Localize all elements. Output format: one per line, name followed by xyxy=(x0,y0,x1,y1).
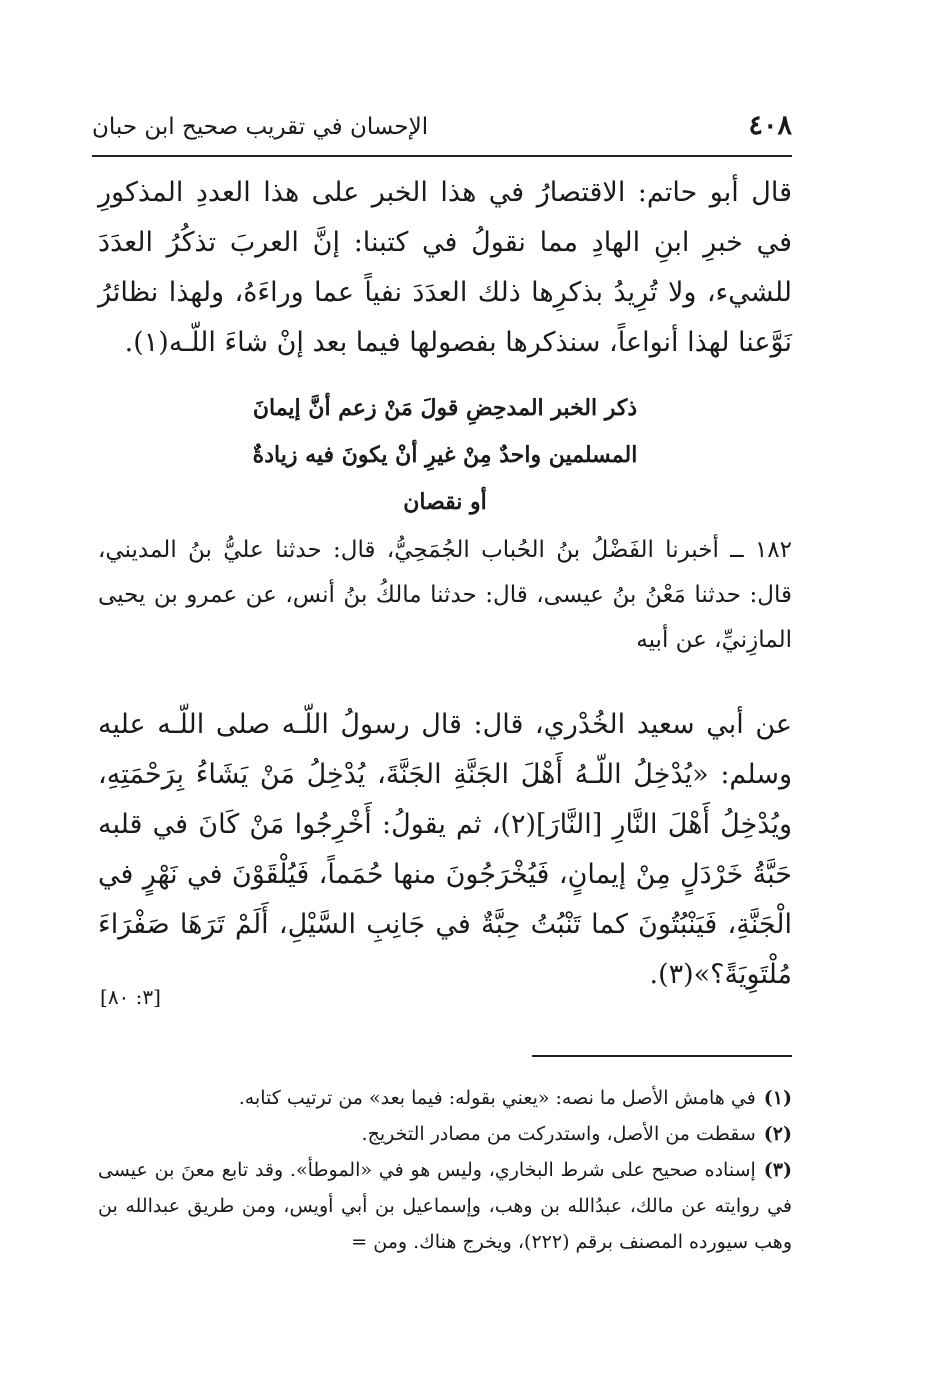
footnote-number: (٢) xyxy=(763,1123,792,1145)
running-title: الإحسان في تقريب صحيح ابن حبان xyxy=(92,114,429,140)
chapter-heading xyxy=(98,385,792,526)
paragraph-commentary: قال أبو حاتم: الاقتصارُ في هذا الخبر على هذا العددِ المذكورِ في خبرِ ابنِ الهادِ مما نقولُ في كتبنا: إنَّ العربَ تذكُرُ العدَدَ للشيء، ولا تُرِيدُ بذكرِها ذلك العدَدَ نفياً عما وراءَهُ، ولهذا نظائرُ نَوَّعنا لهذا أنواعاً، سنذكرها بفصولها فيما بعد إنْ شاءَ اللّـه(١). xyxy=(98,177,792,358)
hadith-text: عن أبي سعيد الخُدْري، قال: قال رسولُ اللّـه صلى اللّـه عليه وسلم: «يُدْخِلُ اللّـهُ أَهْلَ الجَنَّةِ الجَنَّةَ، يُدْخِلُ مَنْ يَشَاءُ بِرَحْمَتِهِ، ويُدْخِلُ أَهْلَ النَّارِ [النَّارَ](٢)، ثم يقولُ: أَخْرِجُوا مَنْ كَانَ في قلبه حَبَّةُ خَرْدَلٍ مِنْ إيمانٍ، فَيُخْرَجُونَ منها حُمَماً، فَيُلْقَوْنَ في نَهْرٍ في الْجَنَّةِ، فَيَنْبُتُونَ كما تَنْبُتُ حِبَّةٌ في جَانِبِ السَّيْلِ، أَلَمْ تَرَهَا صَفْرَاءَ مُلْتَوِيَةً؟»(٣). xyxy=(98,709,792,990)
footnote xyxy=(98,1080,792,1116)
heading-line-3: أو نقصان xyxy=(403,489,487,515)
page-number: ٤٠٨ xyxy=(748,110,792,141)
footnote-number: (١) xyxy=(763,1087,792,1109)
footnote-text: في هامش الأصل ما نصه: «يعني بقوله: فيما بعد» من ترتيب كتابه. xyxy=(238,1087,756,1109)
footnotes xyxy=(98,1080,792,1260)
footnote xyxy=(98,1152,792,1260)
footnote xyxy=(98,1116,792,1152)
footnote-number: (٣) xyxy=(763,1159,792,1181)
heading-line-2: المسلمين واحدٌ مِنْ غيرِ أنْ يكونَ فيه زيادةٌ xyxy=(252,442,638,468)
page-header xyxy=(92,108,792,152)
hadith-isnad: ١٨٢ ــ أخبرنا الفَضْلُ بنُ الحُباب الجُمَحِيُّ، قال: حدثنا عليُّ بنُ المديني، قال: حدثنا مَعْنُ بنُ عيسى، قال: حدثنا مالكُ بنُ أنس، عن عمرو بن يحيى المازِنيِّ، عن أبيه xyxy=(98,537,792,653)
header-rule xyxy=(92,155,792,157)
page-reference: [٣: ٨٠] xyxy=(100,985,161,1009)
footnote-rule xyxy=(532,1055,792,1057)
footnote-text: إسناده صحيح على شرط البخاري، وليس هو في «الموطأ». وقد تابع معنَ بن عيسى في روايته عن مالك، عبدُالله بن وهب، وإسماعيل بن أبي أويس، ومن طريق عبدالله بن وهب سيورده المصنف برقم (٢٢٢)، ويخرج هناك. ومن = xyxy=(98,1159,792,1253)
heading-line-1: ذكر الخبر المدحِضِ قولَ مَنْ زعم أنَّ إيمانَ xyxy=(252,395,638,421)
footnote-text: سقطت من الأصل، واستدركت من مصادر التخريج. xyxy=(361,1123,756,1145)
